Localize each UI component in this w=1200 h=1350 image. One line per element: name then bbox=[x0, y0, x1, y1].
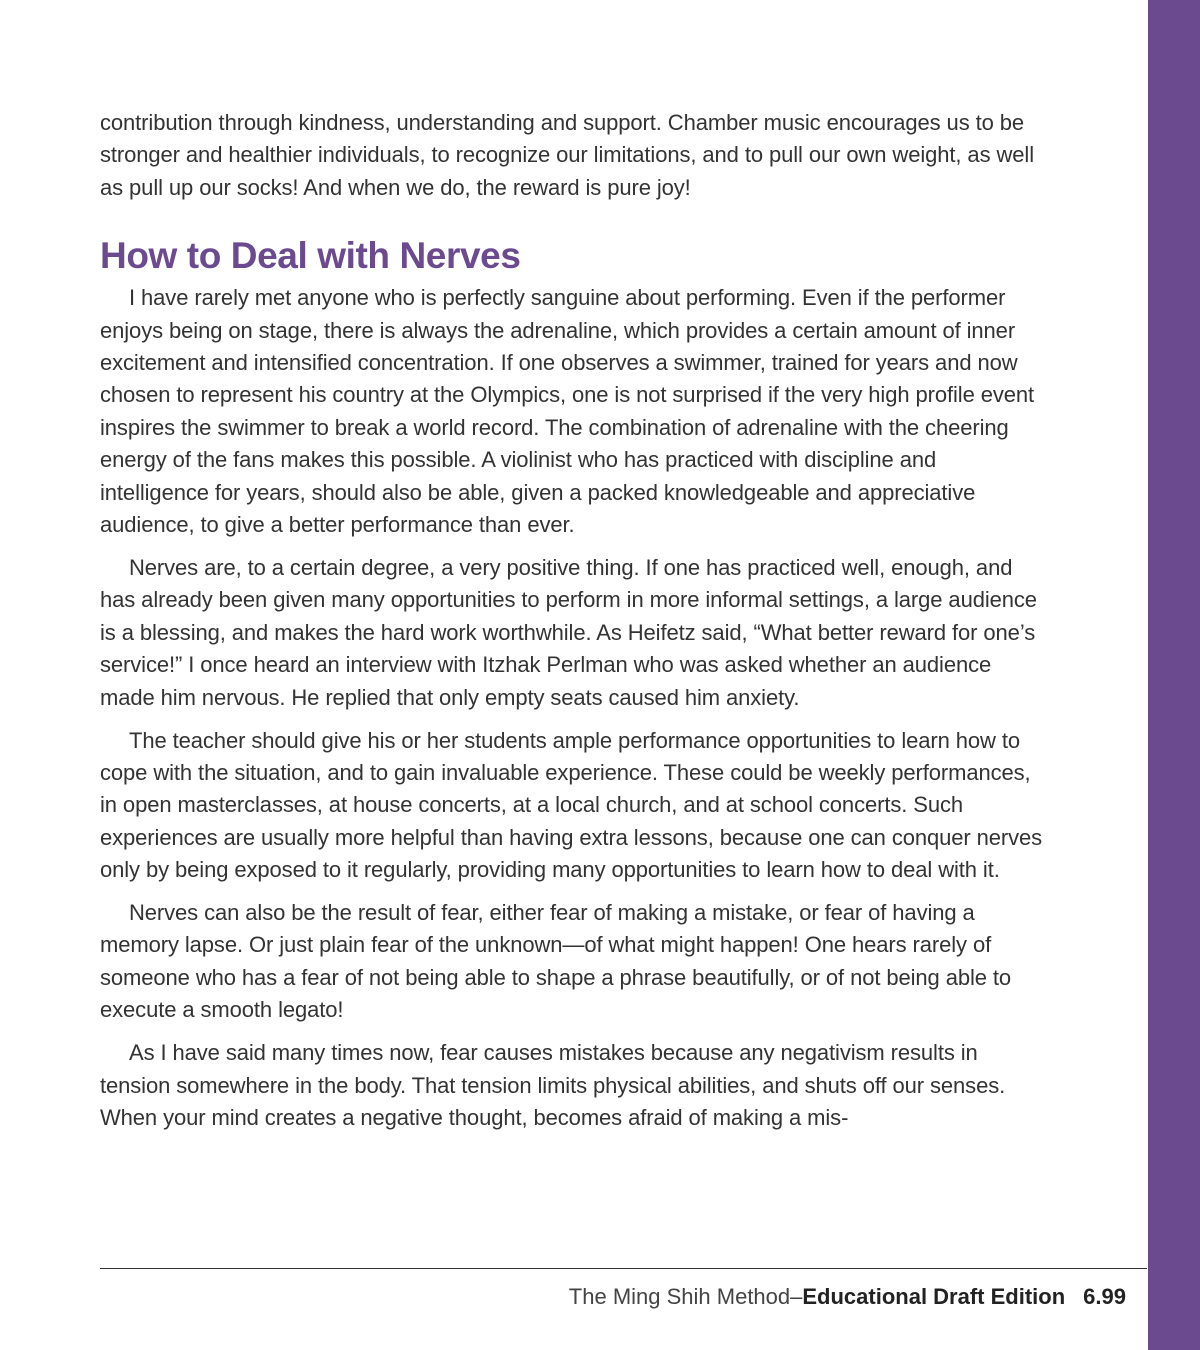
page-number: 6.99 bbox=[1083, 1284, 1126, 1309]
footer-rule bbox=[100, 1268, 1147, 1269]
body-paragraph: Nerves are, to a certain degree, a very positive thing. If one has practiced well, enough, and has already been given many opportunities to perform in more informal settings, a large audience is a blessing, and makes the hard work worthwhile. As Heifetz said, “What better reward for one’s service!” I once heard an interview with Itzhak Perlman who was asked whether an audience made him nervous. He replied that only empty seats caused him anxiety. bbox=[100, 554, 1037, 710]
side-color-bar bbox=[1148, 0, 1200, 1350]
body-paragraph: Nerves can also be the result of fear, either fear of making a mistake, or fear of having a memory lapse. Or just plain fear of the unknown—of what might happen! One hears rarely of someone who has a fear of not being able to shape a phrase beautifully, or of not being able to execute a smooth legato! bbox=[100, 900, 1012, 1023]
footer-edition: Educational Draft Edition bbox=[802, 1284, 1066, 1309]
body-paragraph: I have rarely met anyone who is perfectly sanguine about performing. Even if the performer enjoys being on stage, there is always the adrenaline, which provides a certain amount of inner excitement and intensified concentration. If one observes a swimmer, trained for years and now chosen to represent his country at the Olympics, one is not surprised if the very high profile event inspires the swimmer to break a world record. The combination of adrenaline with the cheering energy of the fans makes this possible. A violinist who has practiced with discipline and intelligence for years, should also be able, given a packed knowledgeable and appreciative audience, to give a better performance than ever. bbox=[100, 285, 1035, 538]
continuation-paragraph: contribution through kindness, understanding and support. Chamber music encourages us to be stronger and healthier individuals, to recognize our limitations, and to pull our own weight, as well as pull up our socks! And when we do, the reward is pure joy! bbox=[100, 110, 1034, 200]
page-footer bbox=[569, 1280, 1126, 1314]
page-body bbox=[100, 107, 1050, 1145]
footer-book-title: The Ming Shih Method– bbox=[568, 1284, 803, 1309]
body-paragraph: As I have said many times now, fear causes mistakes because any negativism results in tension somewhere in the body. That tension limits physical abilities, and shuts off our senses. When your mind creates a negative thought, becomes afraid of making a mis- bbox=[100, 1040, 1006, 1130]
body-paragraph: The teacher should give his or her students ample performance opportunities to learn how to cope with the situation, and to gain invaluable experience. These could be weekly performances, in open masterclasses, at house concerts, at a local church, and at school concerts. Such experiences are usually more helpful than having extra lessons, because one can conquer nerves only by being exposed to it regularly, providing many opportunities to learn how to deal with it. bbox=[100, 727, 1043, 883]
section-heading: How to Deal with Nerves bbox=[100, 235, 521, 277]
